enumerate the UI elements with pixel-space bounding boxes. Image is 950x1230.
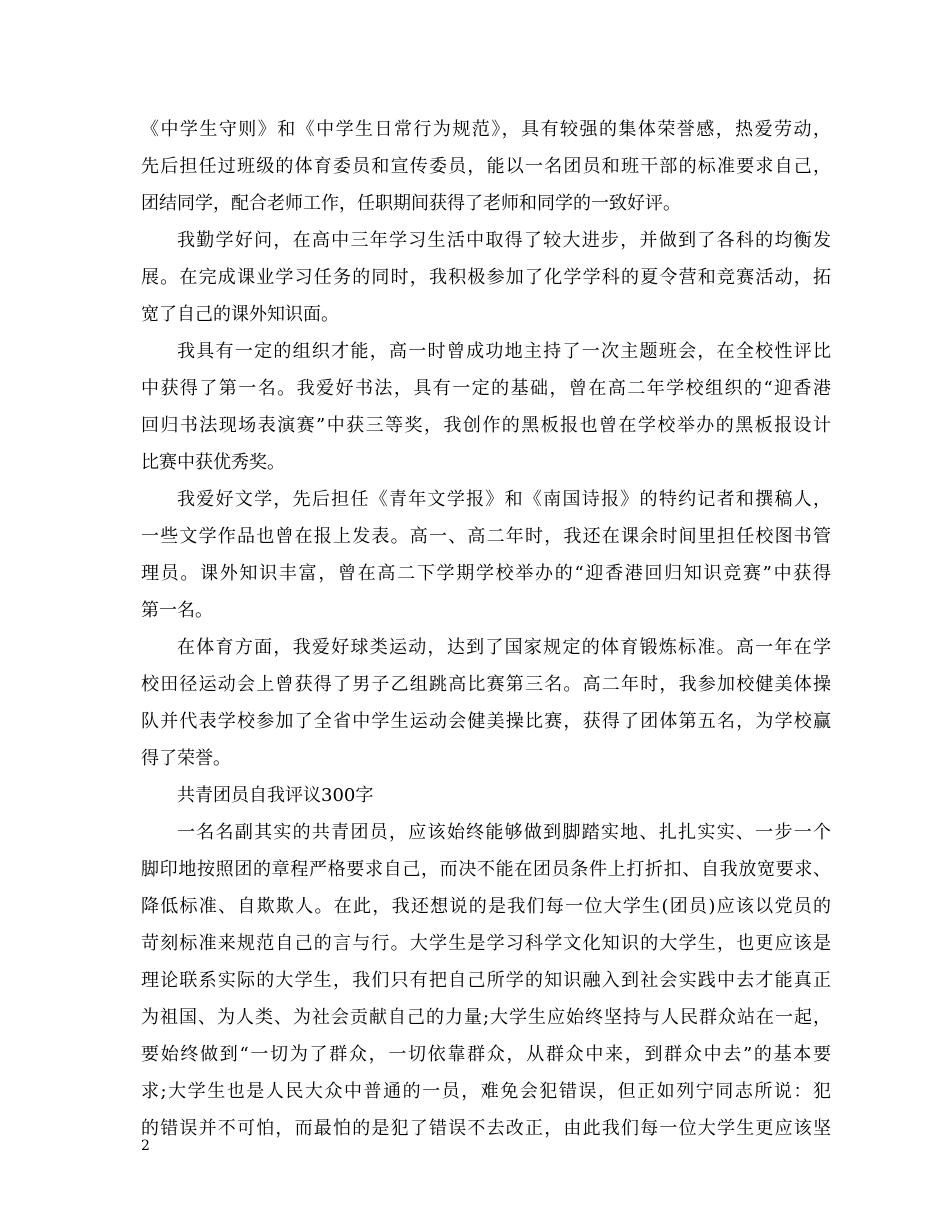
text-line: 队并代表学校参加了全省中学生运动会健美操比赛，获得了团体第五名，为学校赢: [141, 711, 831, 732]
text-line: 求;大学生也是人民大众中普通的一员，难免会犯错误，但正如列宁同志所说：犯: [141, 1081, 831, 1102]
page-number: 2: [141, 1138, 150, 1154]
paragraph-first-line: 一名名副其实的共青团员，应该始终能够做到脚踏实地、扎扎实实、一步一个: [177, 822, 831, 843]
text-line: 得了荣誉。: [141, 748, 231, 769]
text-line: 要始终做到“一切为了群众，一切依靠群众，从群众中来，到群众中去”的基本要: [141, 1044, 831, 1065]
text-line: 理员。课外知识丰富，曾在高二下学期学校举办的“迎香港回归知识竞赛”中获得: [141, 563, 831, 584]
text-line: 一些文学作品也曾在报上发表。高一、高二年时，我还在课余时间里担任校图书管: [141, 526, 831, 547]
text-line: 团结同学，配合老师工作，任职期间获得了老师和同学的一致好评。: [141, 193, 681, 214]
text-line: 《中学生守则》和《中学生日常行为规范》，具有较强的集体荣誉感，热爱劳动，: [141, 119, 831, 140]
text-line: 宽了自己的课外知识面。: [141, 304, 339, 325]
text-line: 第一名。: [141, 600, 213, 621]
paragraph-first-line: 在体育方面，我爱好球类运动，达到了国家规定的体育锻炼标准。高一年在学: [177, 637, 831, 658]
text-line: 先后担任过班级的体育委员和宣传委员，能以一名团员和班干部的标准要求自己，: [141, 156, 831, 177]
text-line: 理论联系实际的大学生，我们只有把自己所学的知识融入到社会实践中去才能真正: [141, 970, 831, 991]
text-line: 校田径运动会上曾获得了男子乙组跳高比赛第三名。高二年时，我参加校健美体操: [141, 674, 831, 695]
text-line: 脚印地按照团的章程严格要求自己，而决不能在团员条件上打折扣、自我放宽要求、: [141, 859, 831, 880]
text-line: 中获得了第一名。我爱好书法，具有一定的基础，曾在高二年学校组织的“迎香港: [141, 378, 831, 399]
text-line: 的错误并不可怕，而最怕的是犯了错误不去改正，由此我们每一位大学生更应该坚: [141, 1118, 831, 1139]
text-line: 为祖国、为人类、为社会贡献自己的力量;大学生应始终坚持与人民群众站在一起，: [141, 1007, 831, 1028]
section-heading: 共青团员自我评议300字: [177, 785, 374, 806]
text-line: 比赛中获优秀奖。: [141, 452, 285, 473]
text-line: 展。在完成课业学习任务的同时，我积极参加了化学学科的夏令营和竞赛活动，拓: [141, 267, 831, 288]
paragraph-first-line: 我爱好文学，先后担任《青年文学报》和《南国诗报》的特约记者和撰稿人，: [177, 489, 831, 510]
text-line: 降低标准、自欺欺人。在此，我还想说的是我们每一位大学生(团员)应该以党员的: [141, 896, 831, 917]
text-line: 苛刻标准来规范自己的言与行。大学生是学习科学文化知识的大学生，也更应该是: [141, 933, 831, 954]
text-line: 回归书法现场表演赛”中获三等奖，我创作的黑板报也曾在学校举办的黑板报设计: [141, 415, 831, 436]
paragraph-first-line: 我具有一定的组织才能，高一时曾成功地主持了一次主题班会，在全校性评比: [177, 341, 831, 362]
paragraph-first-line: 我勤学好问，在高中三年学习生活中取得了较大进步，并做到了各科的均衡发: [177, 230, 831, 251]
